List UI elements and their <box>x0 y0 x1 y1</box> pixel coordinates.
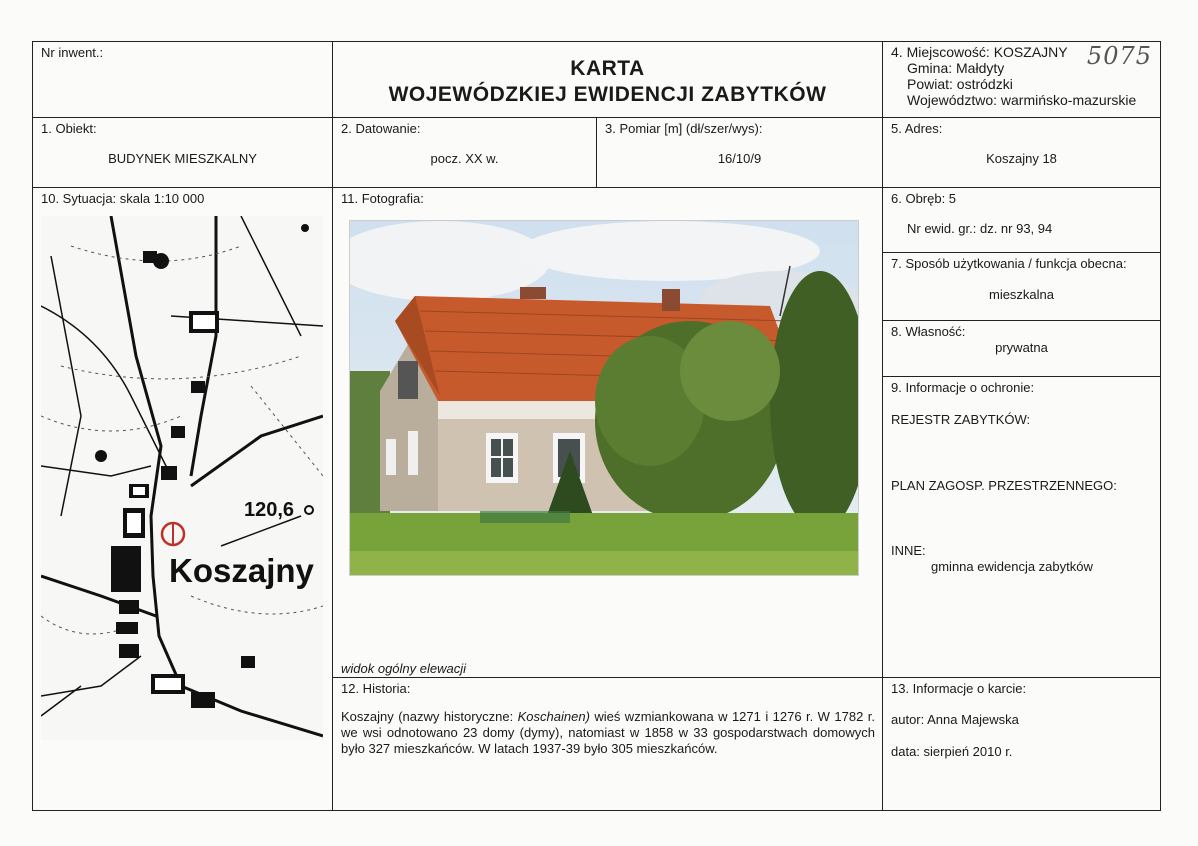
inventory-label: Nr inwent.: <box>41 45 104 60</box>
protection-label: 9. Informacje o ochronie: <box>891 380 1035 395</box>
protection-cell <box>882 376 1161 678</box>
card-info-cell <box>882 677 1161 811</box>
ownership-cell <box>882 320 1161 377</box>
card-info-label: 13. Informacje o karcie: <box>891 681 1027 696</box>
measurement-cell <box>596 117 883 188</box>
usage-cell <box>882 252 1161 321</box>
usage-label: 7. Sposób użytkowania / funkcja obecna: <box>891 256 1127 271</box>
object-label: 1. Obiekt: <box>41 121 97 136</box>
history-text-start: Koszajny (nazwy historyczne: <box>341 709 518 724</box>
ownership-value: prywatna <box>995 340 1048 355</box>
history-text-rest: wieś wzmiankowana w 1271 i 1276 r. W 1782 r. we wsi odnotowano 23 domy (dymy), natomiast w 1858 w 33 gospodarstwach domowych było 327 mieszkańców. W latach 1937-39 było 305 mieszkańców. <box>341 709 875 756</box>
card-date: data: sierpień 2010 r. <box>891 744 1013 759</box>
topographic-map-image <box>41 216 323 740</box>
object-cell <box>32 117 333 188</box>
ownership-label: 8. Własność: <box>891 324 966 339</box>
other-value: gminna ewidencja zabytków <box>931 559 1093 574</box>
dating-value: pocz. XX w. <box>430 151 499 166</box>
situation-map <box>41 216 323 740</box>
map-elevation-label: 120,6 <box>244 499 295 521</box>
province-line: Województwo: warmińsko-mazurskie <box>907 92 1137 108</box>
history-label: 12. Historia: <box>341 681 411 696</box>
measurement-label: 3. Pomiar [m] (dł/szer/wys): <box>605 121 763 136</box>
inventory-cell <box>32 41 333 118</box>
card-title-line2: WOJEWÓDZKIEJ EWIDENCJI ZABYTKÓW <box>388 83 827 106</box>
card-title-line1: KARTA <box>570 57 645 80</box>
object-value: BUDYNEK MIESZKALNY <box>108 151 257 166</box>
county-line: Powiat: ostródzki <box>907 76 1013 92</box>
locality-cell <box>882 41 1161 118</box>
situation-label: 10. Sytuacja: skala 1:10 000 <box>41 191 205 206</box>
spatial-plan-label: PLAN ZAGOSP. PRZESTRZENNEGO: <box>891 478 1117 493</box>
address-label: 5. Adres: <box>891 121 943 136</box>
map-place-label: Koszajny <box>169 552 314 589</box>
history-text <box>341 709 875 757</box>
precinct-cell <box>882 187 1161 253</box>
address-cell <box>882 117 1161 188</box>
card-author: autor: Anna Majewska <box>891 712 1019 727</box>
building-photo <box>349 220 859 576</box>
dating-cell <box>332 117 597 188</box>
history-historical-name: Koschainen) <box>517 709 590 724</box>
photo-caption: widok ogólny elewacji <box>341 661 467 676</box>
locality-line: 4. Miejscowość: KOSZAJNY <box>891 44 1068 60</box>
situation-cell <box>32 187 333 811</box>
photo-label: 11. Fotografia: <box>341 191 424 206</box>
commune-line: Gmina: Małdyty <box>907 60 1005 76</box>
other-label: INNE: <box>891 543 926 558</box>
photo-cell <box>332 187 883 678</box>
handwritten-number: 5075 <box>1086 42 1152 70</box>
history-cell <box>332 677 883 811</box>
address-value: Koszajny 18 <box>986 151 1057 166</box>
plot-number: Nr ewid. gr.: dz. nr 93, 94 <box>907 221 1053 236</box>
usage-value: mieszkalna <box>988 287 1055 302</box>
dating-label: 2. Datowanie: <box>341 121 421 136</box>
title-cell <box>332 41 883 118</box>
precinct-label: 6. Obręb: 5 <box>891 191 957 206</box>
register-label: REJESTR ZABYTKÓW: <box>891 412 1031 427</box>
measurement-value: 16/10/9 <box>717 151 762 166</box>
house-photo-image <box>350 221 859 576</box>
